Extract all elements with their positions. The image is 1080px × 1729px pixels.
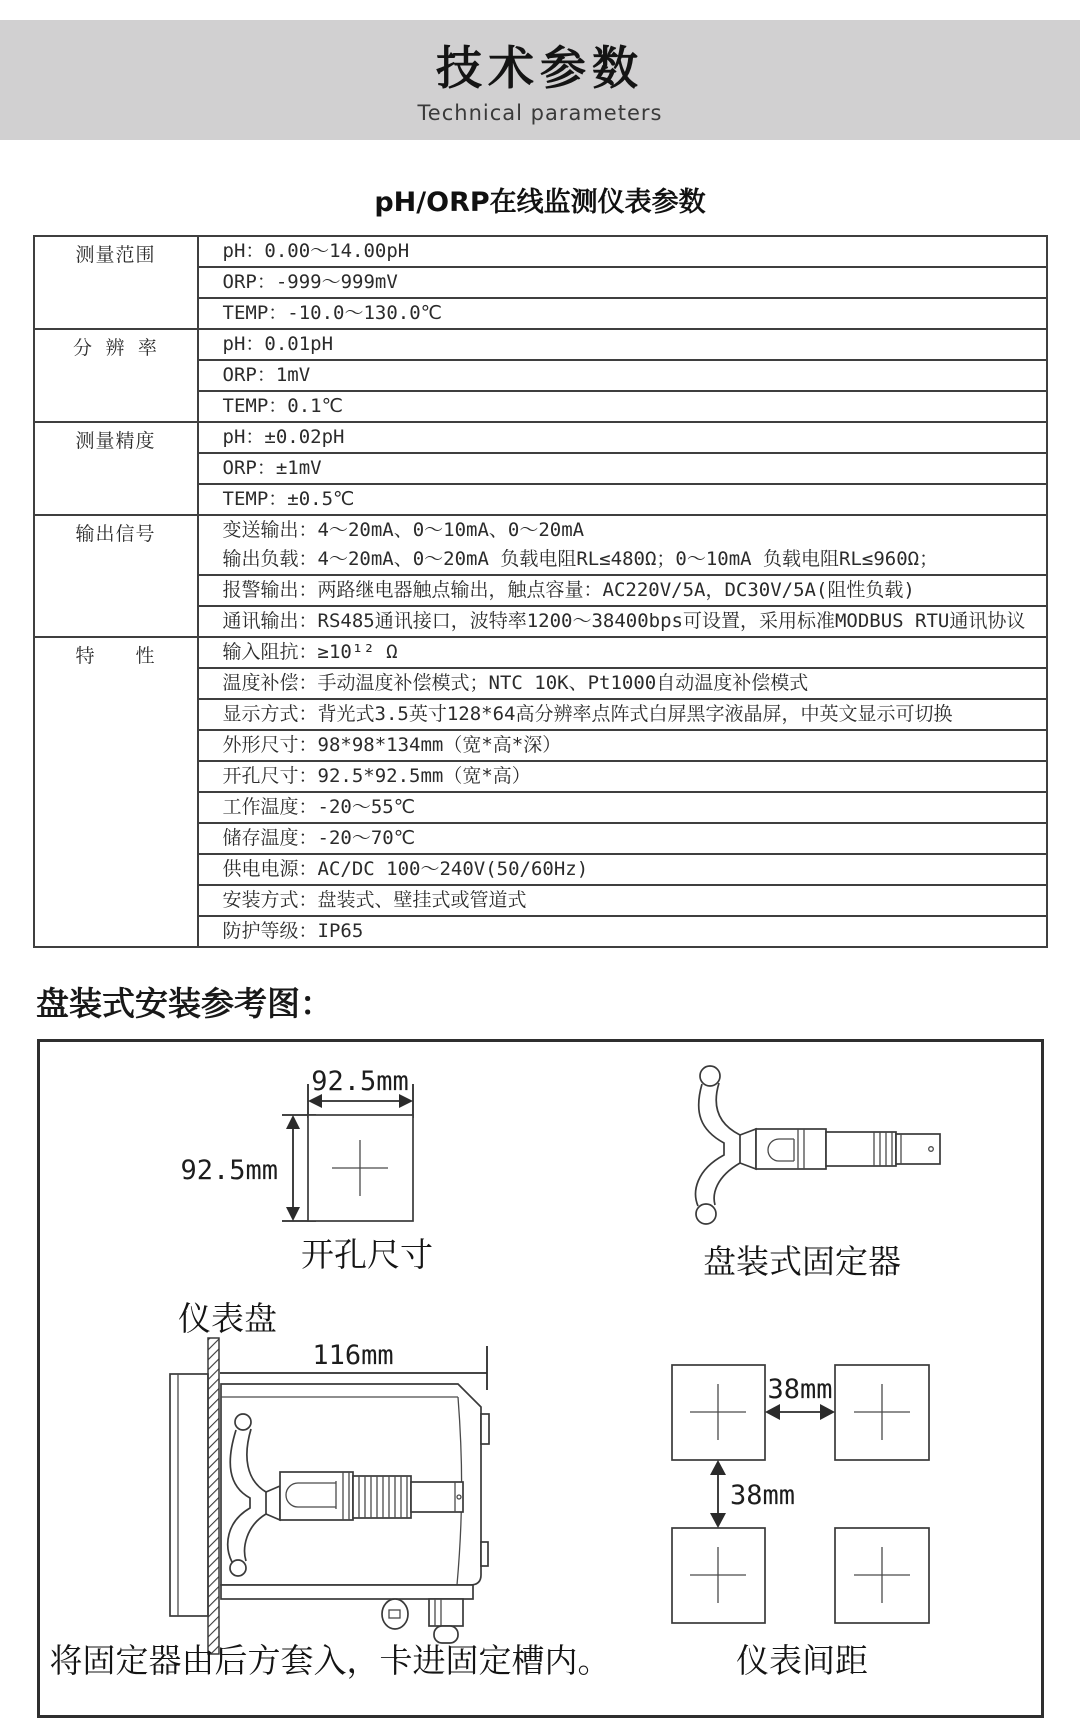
diagram-heading: 盘装式安装参考图： [36, 984, 333, 1023]
insert-caption: 将固定器由后方套入，卡进固定槽内。 [49, 1641, 610, 1680]
spec-value-working-temp: 工作温度：-20～55℃ [198, 792, 1047, 823]
table-title: pH/ORP在线监测仪表参数 [374, 187, 706, 218]
fixer-caption: 盘装式固定器 [702, 1242, 901, 1281]
spec-value-output-transmit-load [198, 515, 1047, 575]
table-row [34, 515, 1047, 575]
table-row [34, 329, 1047, 360]
instrument-bezel [170, 1374, 208, 1616]
spec-value-range-temp: TEMP：-10.0～130.0℃ [198, 298, 1047, 329]
spec-value-dimensions: 外形尺寸：98*98*134mm（宽*高*深） [198, 730, 1047, 761]
table-row [34, 236, 1047, 267]
spacing-caption: 仪表间距 [735, 1641, 868, 1680]
instrument-side-view [49, 1299, 610, 1680]
spacing-h-label: 38mm [766, 1374, 833, 1405]
spacing-diagram [672, 1365, 929, 1680]
spec-value-power: 供电电源：AC/DC 100～240V(50/60Hz) [198, 854, 1047, 885]
group-label-output: 输出信号 [34, 515, 198, 637]
spec-value-res-orp: ORP：1mV [198, 360, 1047, 391]
spec-value-output-alarm: 报警输出：两路继电器触点输出，触点容量：AC220V/5A，DC30V/5A(阻性负载) [198, 575, 1047, 606]
panel-depth-label: 116mm [311, 1340, 394, 1371]
cutout-caption: 开孔尺寸 [300, 1235, 433, 1274]
banner-subtitle: Technical parameters [417, 101, 663, 125]
spec-value-acc-temp: TEMP：±0.5℃ [198, 484, 1047, 515]
spec-value-output-load: 输出负载：4～20mA、0～20mA 负载电阻RL≤480Ω；0～10mA 负载电阻RL≤960Ω； [222, 548, 939, 570]
cutout-diagram [180, 1066, 433, 1274]
group-label-accuracy: 测量精度 [34, 422, 198, 515]
spec-value-output-transmit: 变送输出：4～20mA、0～10mA、0～20mA [222, 519, 585, 541]
diagram-box [37, 1039, 1044, 1718]
spec-value-temp-comp: 温度补偿：手动温度补偿模式；NTC 10K、Pt1000自动温度补偿模式 [198, 668, 1047, 699]
spec-value-range-ph: pH：0.00～14.00pH [198, 236, 1047, 267]
spacing-v-label: 38mm [729, 1480, 795, 1511]
spec-value-display: 显示方式：背光式3.5英寸128*64高分辨率点阵式白屏黑字液晶屏，中英文显示可切换 [198, 699, 1047, 730]
table-row [34, 637, 1047, 668]
panel-hatch [208, 1338, 219, 1654]
spec-value-acc-ph: pH：±0.02pH [198, 422, 1047, 453]
banner-title: 技术参数 [436, 41, 644, 95]
table-row [34, 422, 1047, 453]
group-label-measure-range: 测量范围 [34, 236, 198, 329]
spec-value-storage-temp: 储存温度：-20～70℃ [198, 823, 1047, 854]
spec-value-cutout: 开孔尺寸：92.5*92.5mm（宽*高） [198, 761, 1047, 792]
spec-value-acc-orp: ORP：±1mV [198, 453, 1047, 484]
spec-value-impedance: 输入阻抗：≥10¹² Ω [198, 637, 1047, 668]
spec-value-res-temp: TEMP：0.1℃ [198, 391, 1047, 422]
spec-value-protection: 防护等级：IP65 [198, 916, 1047, 947]
banner [0, 20, 1080, 140]
cutout-height-label: 92.5mm [179, 1155, 278, 1186]
group-label-features: 特 性 [34, 637, 198, 947]
spec-value-range-orp: ORP：-999～999mV [198, 267, 1047, 298]
cutout-width-label: 92.5mm [310, 1066, 409, 1097]
spec-value-res-ph: pH：0.01pH [198, 329, 1047, 360]
spec-value-mounting: 安装方式：盘装式、壁挂式或管道式 [198, 885, 1047, 916]
group-label-resolution: 分 辨 率 [34, 329, 198, 422]
spec-value-output-comm: 通讯输出：RS485通讯接口，波特率1200～38400bps可设置，采用标准MODBUS RTU通讯协议 [198, 606, 1047, 637]
fixer-diagram [695, 1066, 939, 1281]
page [0, 20, 1080, 1718]
spec-table [33, 235, 1048, 948]
panel-label: 仪表盘 [177, 1299, 277, 1338]
